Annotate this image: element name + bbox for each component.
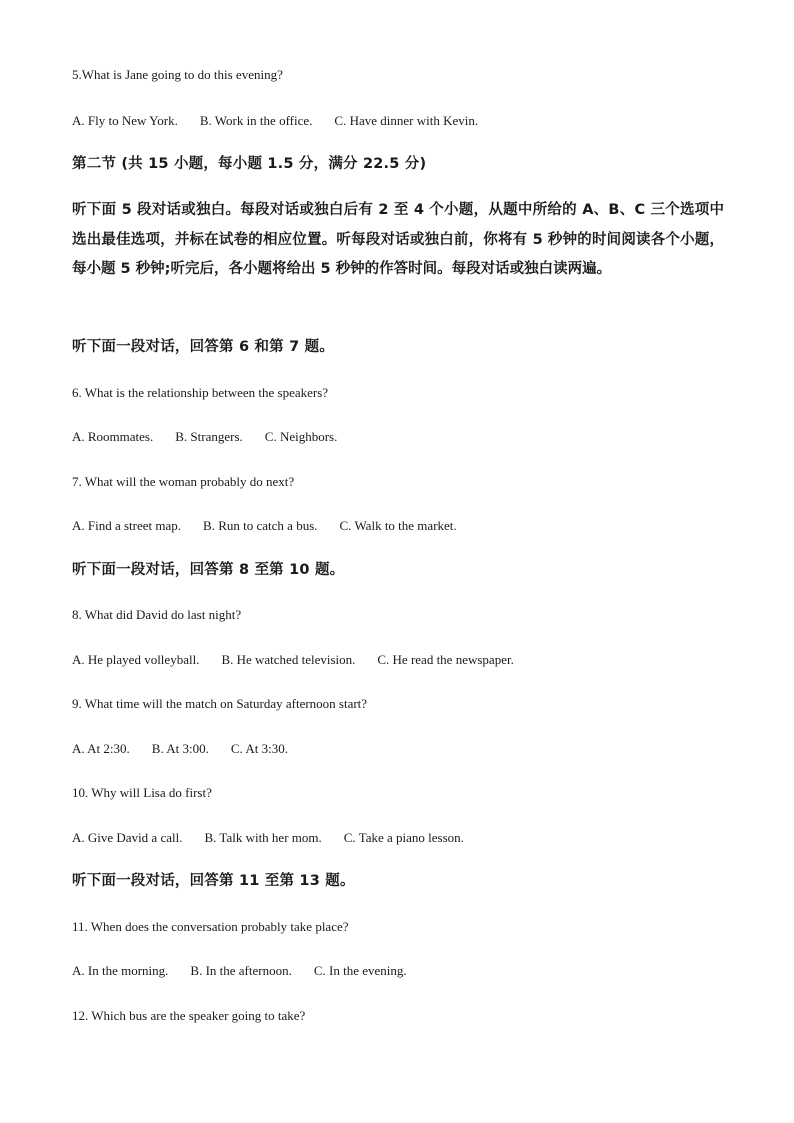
question-8-options [72,651,514,669]
option-a: A. Give David a call. [72,830,183,845]
option-c: C. In the evening. [313,963,407,978]
question-9: 9. What time will the match on Saturday afternoon start? [72,696,368,711]
option-a: A. Roommates. [72,429,154,444]
option-a: A. Fly to New York. [72,113,178,128]
question-8: 8. What did David do last night? [72,607,242,622]
question-7: 7. What will the woman probably do next? [72,474,295,489]
option-a: A. He played volleyball. [72,652,200,667]
option-b: B. He watched television. [221,652,356,667]
question-5-options [72,112,478,130]
section-2-heading: 第二节 (共 15 小题，每小题 1.5 分，满分 22.5 分) [72,156,427,172]
option-b: B. Run to catch a bus. [203,518,318,533]
option-b: B. Talk with her mom. [204,830,322,845]
question-10-options [72,829,464,847]
question-6-options [72,428,337,446]
dialogue-group-heading: 听下面一段对话，回答第 6 和第 7 题。 [72,339,335,355]
option-b: B. Work in the office. [199,113,313,128]
question-11-options [72,962,407,980]
option-a: A. In the morning. [72,963,169,978]
question-10: 10. Why will Lisa do first? [72,785,212,800]
question-9-options [72,740,288,758]
question-7-options [72,517,457,535]
dialogue-group-heading: 听下面一段对话，回答第 11 至第 13 题。 [72,873,355,889]
option-a: A. Find a street map. [72,518,182,533]
option-a: A. At 2:30. [72,741,130,756]
option-c: C. He read the newspaper. [377,652,514,667]
option-b: B. Strangers. [175,429,243,444]
question-6: 6. What is the relationship between the speakers? [72,385,329,400]
option-c: C. Have dinner with Kevin. [334,113,479,128]
section-2-instructions: 听下面 5 段对话或独白。每段对话或独白后有 2 至 4 个小题，从题中所给的 A、B、C 三个选项中选出最佳选项，并标在试卷的相应位置。听每段对话或独白前，你将有 5 秒钟的时间阅读各个小题，每小题 5 秒钟;听完后，各小题将给出 5 秒钟的作答时间。每段对话或独白读两遍。 [72,202,724,277]
option-c: C. Neighbors. [264,429,338,444]
option-b: B. At 3:00. [151,741,209,756]
question-12: 12. Which bus are the speaker going to take? [72,1008,306,1023]
option-b: B. In the afternoon. [190,963,292,978]
option-c: C. Take a piano lesson. [343,830,464,845]
option-c: C. At 3:30. [230,741,288,756]
dialogue-group-heading: 听下面一段对话，回答第 8 至第 10 题。 [72,562,345,578]
question-5: 5.What is Jane going to do this evening? [72,67,283,82]
option-c: C. Walk to the market. [339,518,457,533]
question-11: 11. When does the conversation probably take place? [72,919,349,934]
